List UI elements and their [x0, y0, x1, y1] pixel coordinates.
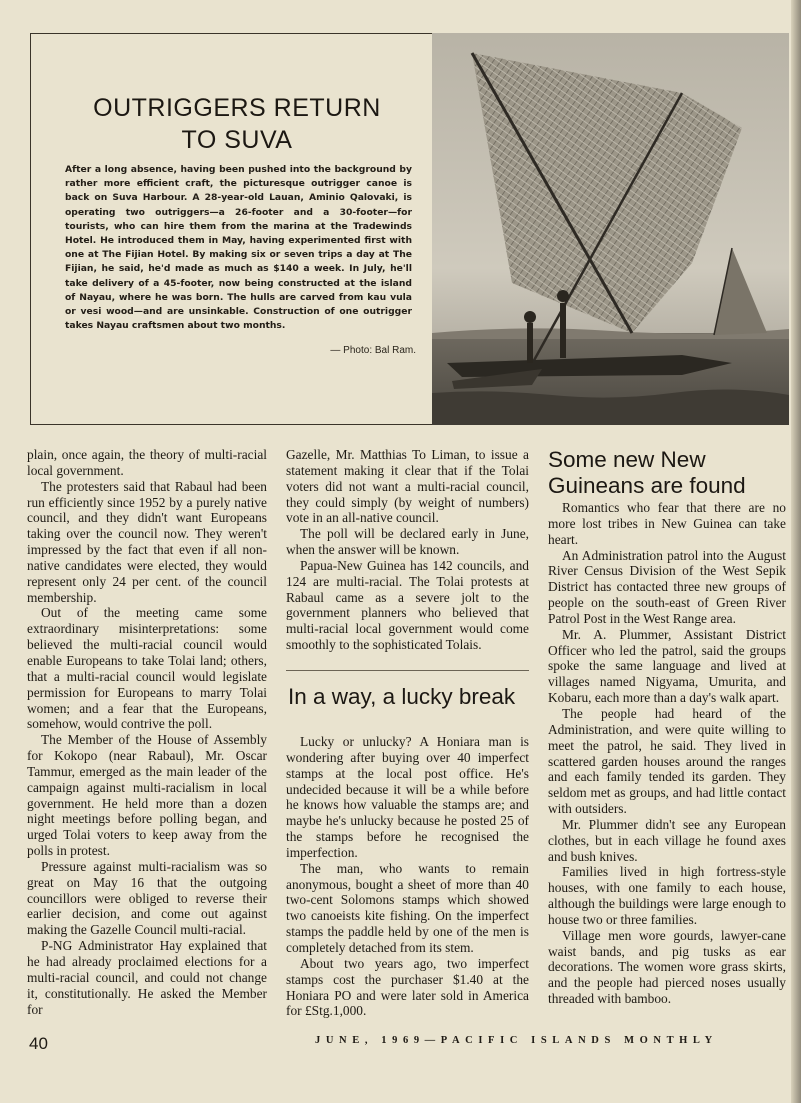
story-2-body — [286, 734, 529, 1019]
article-column-2 — [286, 447, 529, 653]
body-paragraph: About two years ago, two imperfect stamps cost the purchaser $1.40 at the Honiara PO and were later sold in America for £Stg.1,000. — [286, 955, 529, 1019]
page-edge-shadow — [791, 0, 801, 1103]
story-2-heading: In a way, a lucky break — [288, 684, 516, 709]
story-3-heading: Some new New Guineans are found — [548, 447, 746, 498]
body-paragraph: Families lived in high fortress-style houses, with one family to each house, although the buildings were large enough to house two or three families. — [548, 864, 786, 927]
running-footer: JUNE, 1969—PACIFIC ISLANDS MONTHLY — [315, 1035, 718, 1046]
outrigger-photo — [432, 33, 789, 425]
body-paragraph: Papua-New Guinea has 142 councils, and 124 are multi-racial. The Tolai protests at Rabaul came as a severe jolt to the government planners who believed that multi-racial local government would come smoothly to the sophisticated Tolais. — [286, 557, 529, 653]
body-paragraph: An Administration patrol into the August River Census Division of the West Sepik District has contacted three new groups of people on the south-east of Green River Patrol Post in the West Range area. — [548, 547, 786, 626]
body-paragraph: P-NG Administrator Hay explained that he had already proclaimed elections for a multi-racial council, and could not change it, constitutionally. He asked the Member for — [27, 938, 267, 1017]
body-paragraph: Gazelle, Mr. Matthias To Liman, to issue a statement making it clear that if the Tolai voters did not want a multi-racial council, they could simply (by weight of numbers) vote in an all-native council. — [286, 447, 529, 526]
body-paragraph: The man, who wants to remain anonymous, bought a sheet of more than 40 two-cent Solomons stamps which showed two canoeists kite fishing. On the imperfect stamps the paddle held by one of the men is completely detached from its stem. — [286, 860, 529, 955]
feature-headline — [72, 92, 402, 156]
article-column-1 — [27, 447, 267, 1017]
body-paragraph: Lucky or unlucky? A Honiara man is wondering after buying over 40 imperfect stamps at the local post office. He's undecided because it will be a while before he knows how valuable the stamps are; and maybe he's unlucky because he posted 25 of the stamps before he recognised the imperfection. — [286, 734, 529, 860]
body-paragraph: Mr. Plummer didn't see any European clothes, but in each village he found axes and bush knives. — [548, 816, 786, 864]
body-paragraph: Romantics who fear that there are no more lost tribes in New Guinea can take heart. — [548, 500, 786, 547]
body-paragraph: Mr. A. Plummer, Assistant District Officer who led the patrol, said the groups spoke the same language and lived at villages named Nigyama, Umurita, and Kobaru, each more than a day's walk apart. — [548, 626, 786, 706]
section-divider — [286, 670, 529, 671]
feature-lede: After a long absence, having been pushed into the background by rather more efficient craft, the picturesque outrigger canoe is back on Suva Harbour. A 28-year-old Lauan, Aminio Qalovaki, is operating two outriggers—a 26-footer and a 30-footer—for tourists, who can hire them from the marina at the Tradewinds Hotel. He introduced them in May, having experimented first with one at The Fijian Hotel. By making six or seven trips a day at The Fijian, he said, he'd made as much as $140 a week. In July, he'll take delivery of a 45-footer, now being constructed at the island of Nayau, where he was born. The hulls are carved from kau vula or vesi wood—and are unsinkable. Construction of one outrigger takes Nayau craftsmen about two months. — [65, 164, 412, 332]
page-number: 40 — [29, 1034, 48, 1053]
body-paragraph: Out of the meeting came some extraordinary misinterpretations: some believed the multi-racial council would enable Europeans to take Tolai land; others, that a multi-racial council would legislate permission for Europeans to marry Tolai women; and a fear that the Europeans, somehow, would contrive the poll. — [27, 605, 267, 732]
feature-headline-line-1: OUTRIGGERS RETURN — [93, 94, 381, 122]
body-paragraph: Village men wore gourds, lawyer-cane waist bands, and pig tusks as ear decorations. The women wore grass skirts, and the people had pierced noses usually threaded with bamboo. — [548, 927, 786, 1007]
photo-credit: — Photo: Bal Ram. — [330, 345, 416, 356]
story-3-body — [548, 500, 786, 1007]
body-paragraph: The protesters said that Rabaul had been run efficiently since 1952 by a purely native council, and they didn't want Europeans taking over the council now. They weren't impressed by the fact that even if all non-native candidates were elected, they would represent only 24 per cent. of the council membership. — [27, 478, 267, 605]
body-paragraph: plain, once again, the theory of multi-racial local government. — [27, 447, 267, 478]
outrigger-photo-illustration — [432, 33, 789, 425]
body-paragraph: Pressure against multi-racialism was so great on May 16 that the outgoing councillors were obliged to reverse their earlier decision, and come out against making the Gazelle Council multi-racial. — [27, 858, 267, 938]
body-paragraph: The people had heard of the Administration, and were quite willing to meet the patrol, he said. They lived in scattered garden houses around the ranges and each family tended its garden. They seldom met as groups, and had little contact with outsiders. — [548, 705, 786, 817]
body-paragraph: The poll will be declared early in June, when the answer will be known. — [286, 526, 529, 558]
body-paragraph: The Member of the House of Assembly for Kokopo (near Rabaul), Mr. Oscar Tammur, emerged as the main leader of the campaign against multi-racialism in local government. He held more than a dozen night meetings before polling began, and urged Tolai voters to keep away from the polls in protest. — [27, 732, 267, 859]
feature-headline-line-2: TO SUVA — [181, 126, 293, 154]
